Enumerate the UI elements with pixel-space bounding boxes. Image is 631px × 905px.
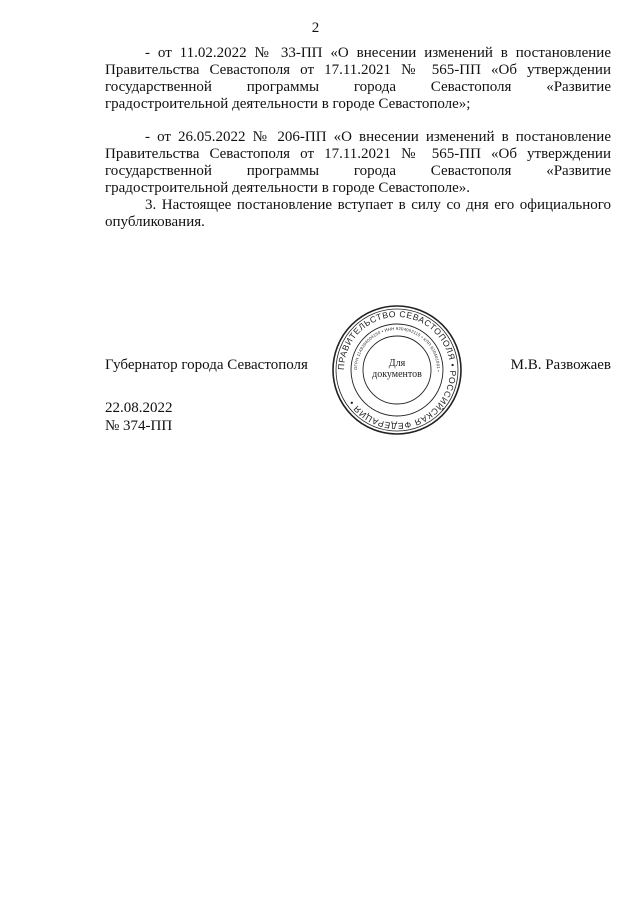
text-line: опубликования. (105, 214, 205, 230)
text-line: Правительства Севастополя от 17.11.2021 № 565-ПП «Об утверждении (105, 146, 611, 162)
text-line: Правительства Севастополя от 17.11.2021 № 565-ПП «Об утверждении (105, 62, 611, 78)
text-line: государственной программы города Севастополя «Развитие (105, 79, 611, 95)
document-number: № 374-ПП (105, 418, 173, 434)
text-line: 3. Настоящее постановление вступает в силу со дня его официального (145, 197, 611, 213)
paragraph-amendment-1 (105, 45, 611, 113)
official-seal (331, 304, 463, 436)
document-date: 22.08.2022 (105, 400, 173, 416)
seal-center-line2: документов (372, 369, 422, 380)
text-line: - от 26.05.2022 № 206-ПП «О внесении изменений в постановление (145, 129, 611, 145)
paragraph-amendment-2 (105, 129, 611, 197)
page-number: 2 (311, 20, 320, 36)
text-line: градостроительной деятельности в городе Севастополе». (105, 180, 471, 196)
seal-center-line1: Для (388, 358, 406, 369)
text-line: государственной программы города Севастополя «Развитие (105, 163, 611, 179)
seal-inner-text: ОГРН 1149204004150 • ИНН 9204002115 • КПП 920401001 • (352, 325, 442, 372)
text-line: - от 11.02.2022 № 33-ПП «О внесении изменений в постановление (145, 45, 611, 61)
paragraph-effective (105, 197, 611, 231)
seal-outer-text: ПРАВИТЕЛЬСТВО СЕВАСТОПОЛЯ • РОССИЙСКАЯ ФЕДЕРАЦИЯ • (335, 308, 459, 432)
signatory-title: Губернатор города Севастополя (105, 357, 308, 373)
text-line: градостроительной деятельности в городе Севастополе»; (105, 96, 471, 112)
signatory-name: М.В. Развожаев (510, 357, 611, 373)
